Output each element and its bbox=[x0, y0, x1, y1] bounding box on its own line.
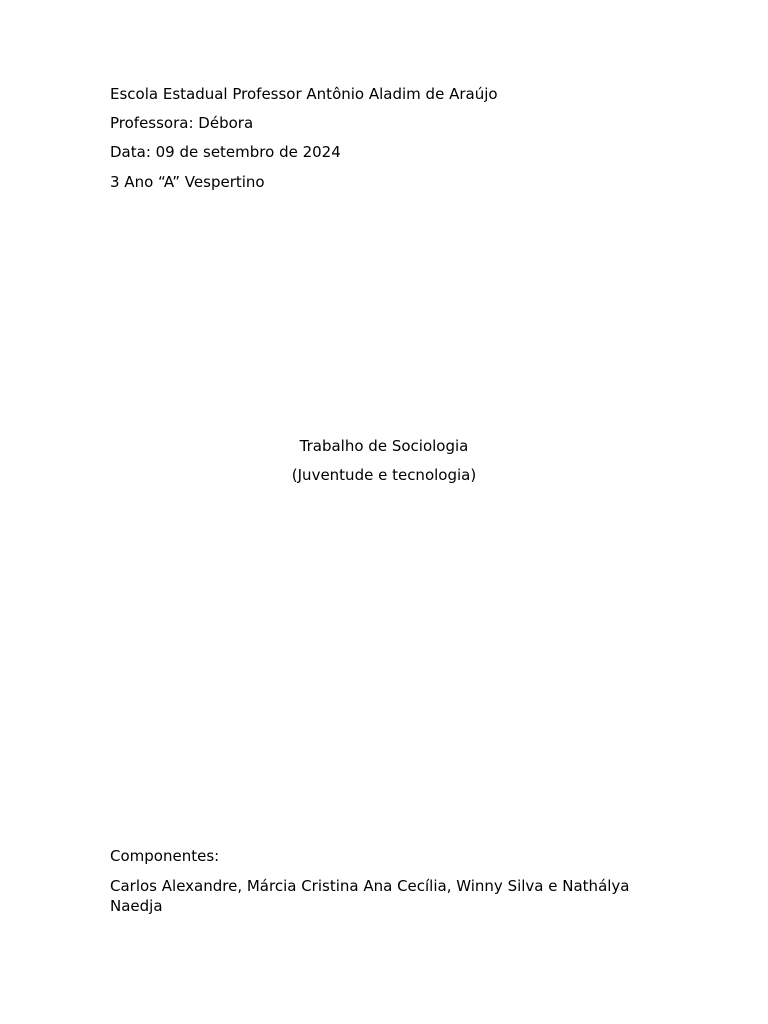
work-title: Trabalho de Sociologia bbox=[299, 437, 469, 455]
work-subtitle: (Juventude e tecnologia) bbox=[291, 466, 477, 484]
teacher-name: Professora: Débora bbox=[110, 114, 254, 132]
components-names: Carlos Alexandre, Márcia Cristina Ana Cecília, Winny Silva e Nathálya Naedja bbox=[110, 877, 630, 915]
school-name: Escola Estadual Professor Antônio Aladim de Araújo bbox=[110, 85, 498, 103]
document-date: Data: 09 de setembro de 2024 bbox=[110, 143, 341, 161]
class-info: 3 Ano “A” Vespertino bbox=[110, 173, 265, 191]
components-label: Componentes: bbox=[110, 847, 220, 865]
